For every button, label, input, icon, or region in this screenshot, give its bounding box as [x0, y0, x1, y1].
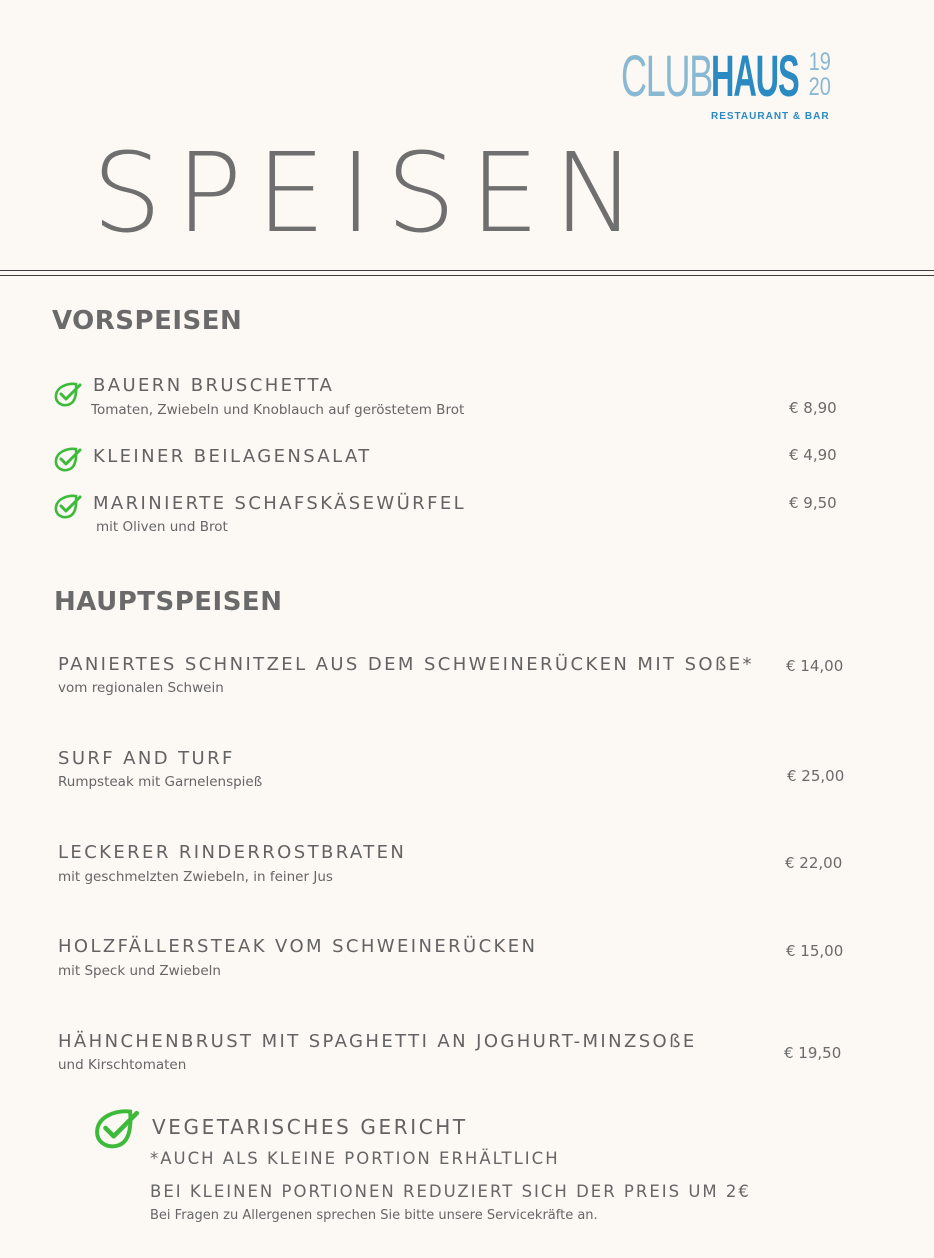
menu-item-price: € 25,00 [787, 767, 845, 785]
logo-subtitle: RESTAURANT & BAR [711, 111, 830, 122]
vegetarian-legend-label: VEGETARISCHES GERICHT [152, 1115, 468, 1139]
menu-item-desc: mit Speck und Zwiebeln [58, 963, 221, 979]
menu-item-price: € 4,90 [789, 446, 837, 464]
logo-haus-text: HAUS [711, 44, 799, 109]
menu-item-name: HÄHNCHENBRUST MIT SPAGHETTI AN JOGHURT-MINZSOßE [58, 1031, 697, 1052]
page-title: SPEISEN [92, 129, 650, 257]
menu-item-price: € 14,00 [786, 657, 844, 675]
clubhaus-logo [621, 44, 843, 124]
menu-item-name: PANIERTES SCHNITZEL AUS DEM SCHWEINERÜCKEN MIT SOßE* [58, 654, 754, 675]
price-reduction-note: BEI KLEINEN PORTIONEN REDUZIERT SICH DER PREIS UM 2€ [150, 1182, 751, 1201]
small-portion-note: *AUCH ALS KLEINE PORTION ERHÄLTLICH [150, 1149, 560, 1168]
menu-item-name: HOLZFÄLLERSTEAK VOM SCHWEINERÜCKEN [58, 936, 538, 957]
logo-year-top: 19 [808, 48, 831, 76]
menu-item-name: LECKERER RINDERROSTBRATEN [58, 842, 407, 863]
logo-year-bottom: 20 [808, 73, 831, 101]
menu-item-desc: mit Oliven und Brot [96, 519, 228, 535]
menu-item-desc: Tomaten, Zwiebeln und Knoblauch auf geröstetem Brot [91, 402, 465, 418]
menu-item-name: MARINIERTE SCHAFSKÄSEWÜRFEL [93, 493, 467, 514]
menu-item-price: € 19,50 [784, 1044, 842, 1062]
menu-item-price: € 9,50 [789, 494, 837, 512]
menu-item-desc: mit geschmelzten Zwiebeln, in feiner Jus [58, 869, 333, 885]
logo-club-text: CLUB [621, 44, 712, 109]
menu-item-name: SURF AND TURF [58, 748, 235, 769]
divider-top [0, 270, 934, 271]
section-heading-vorspeisen: VORSPEISEN [52, 306, 243, 336]
section-heading-hauptspeisen: HAUPTSPEISEN [54, 587, 283, 617]
leaf-check-icon [53, 380, 83, 408]
menu-item-desc: vom regionalen Schwein [58, 680, 224, 696]
leaf-check-icon [92, 1105, 142, 1151]
menu-item-desc: und Kirschtomaten [58, 1057, 187, 1073]
menu-item-price: € 8,90 [789, 399, 837, 417]
leaf-check-icon [53, 445, 83, 473]
leaf-check-icon [53, 492, 83, 520]
divider-bottom [0, 275, 934, 276]
allergen-note: Bei Fragen zu Allergenen sprechen Sie bitte unsere Servicekräfte an. [150, 1208, 598, 1223]
menu-item-price: € 22,00 [785, 854, 843, 872]
menu-item-name: BAUERN BRUSCHETTA [93, 375, 335, 396]
menu-item-price: € 15,00 [786, 942, 844, 960]
logo-year [807, 50, 833, 100]
menu-item-desc: Rumpsteak mit Garnelenspieß [58, 774, 263, 790]
menu-item-name: KLEINER BEILAGENSALAT [93, 446, 372, 467]
